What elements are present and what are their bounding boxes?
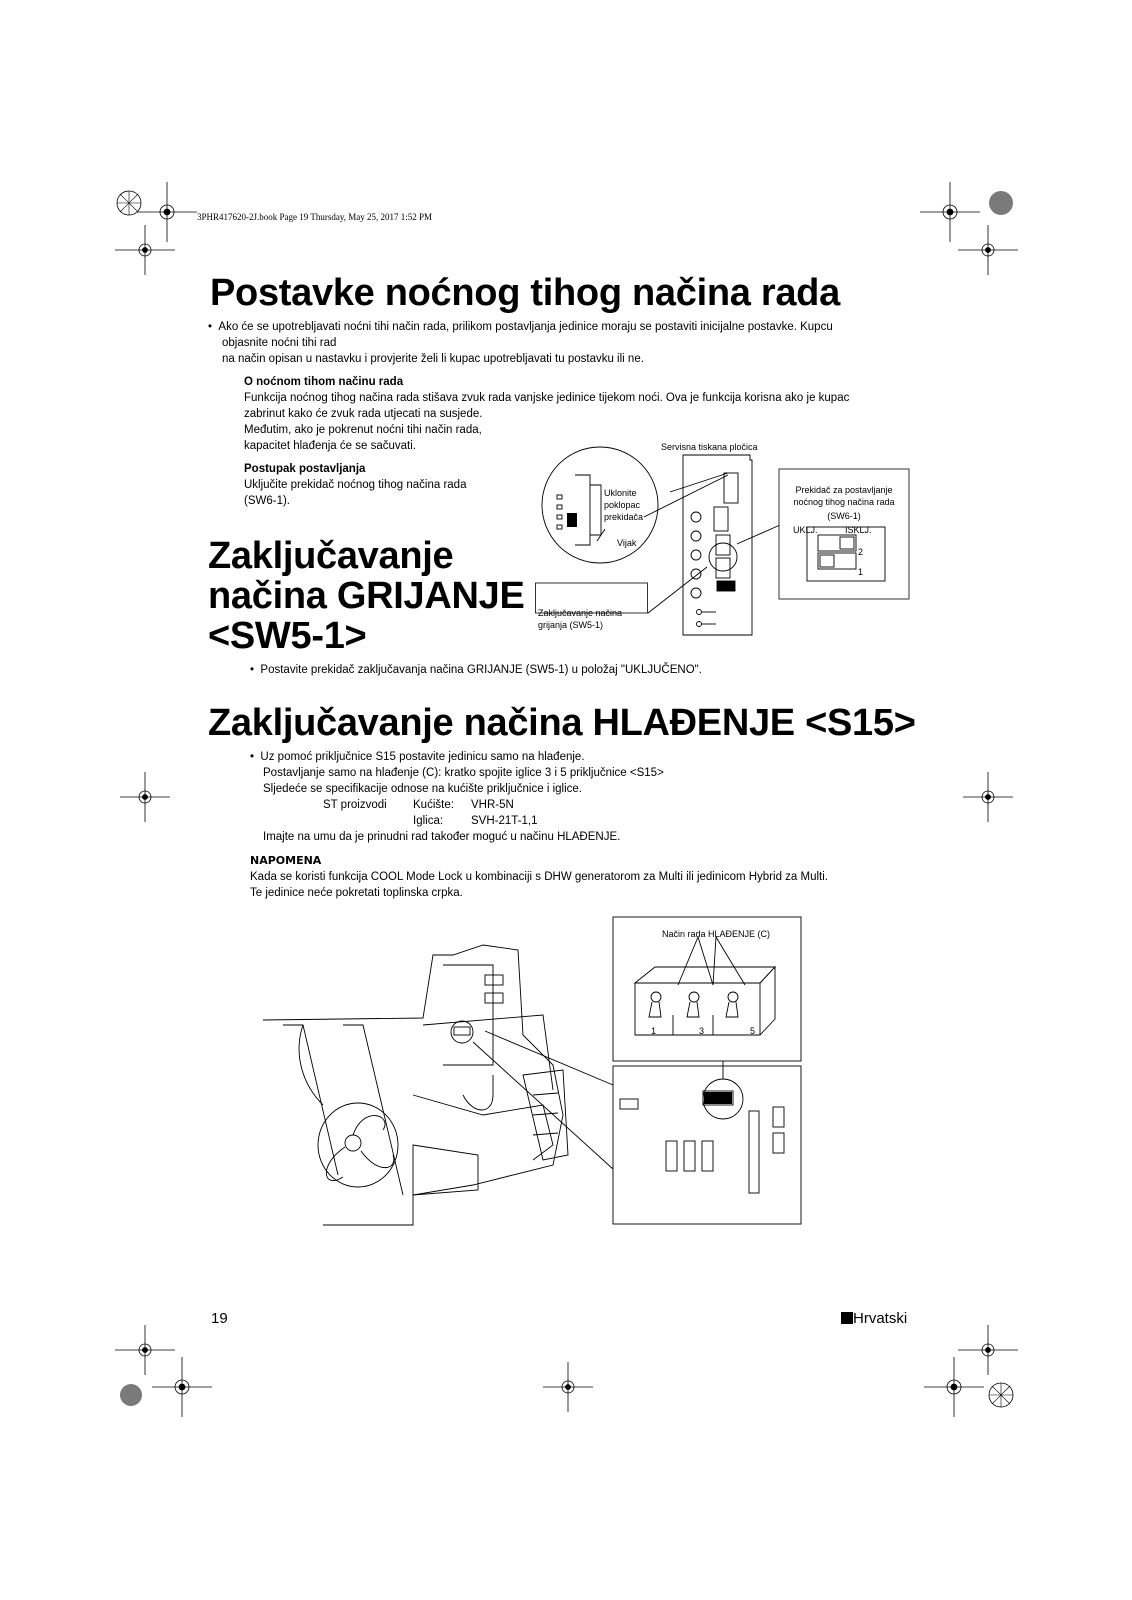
bullet-dot: • [250,664,261,676]
napomena-title: NAPOMENA [250,854,322,867]
section3-text: Uz pomoć priključnice S15 postavite jedinicu samo na hlađenje. [260,751,585,763]
remove-line: poklopac [604,500,641,510]
language-label [841,1310,907,1327]
spec-pin-value: SVH-21T-1,1 [471,815,538,827]
pin-label-1: 1 [651,1026,657,1036]
title-line: načina GRIJANJE [208,575,525,617]
screw-label: Vijak [617,538,637,548]
section3-note: Imajte na umu da je prinudni rad također moguć u načinu HLAĐENJE. [263,831,621,843]
switch-number-2: 2 [858,547,864,557]
spec-product: ST proizvodi [323,799,387,811]
spec-row-pin [250,813,890,829]
section3-text: Postavljanje samo na hlađenje (C): kratko spojite iglice 3 i 5 priključnice <S15> [263,767,664,779]
bullet-dot: • [208,321,219,333]
sub2-block [244,461,524,509]
bullet-line [208,319,908,335]
section-title-cool-lock: Zaključavanje načina HLAĐENJE <S15> [208,702,916,744]
pin-label-5: 5 [750,1026,756,1036]
sub2-title: Postupak postavljanja [244,463,366,475]
spec-housing-value: VHR-5N [471,799,514,811]
unit-diagram [263,915,803,1235]
on-label: UKLJ. [793,525,818,535]
section3-text: Sljedeće se specifikacije odnose na kućište priključnice i iglice. [263,783,582,795]
lock-line: grijanja (SW5-1) [538,620,604,630]
bullet-text-3: na način opisan u nastavku i provjerite želi li kupac upotrebljavati tu postavku ili ne. [222,353,644,365]
sub1-line: Međutim, ako je pokrenut noćni tihi način rada, [244,424,482,436]
sub1-line: Funkcija noćnog tihog načina rada stišava zvuk rada vanjske jedinice tijekom noći. Ova je funkcija korisna ako je kupac [244,392,850,404]
napomena-block [250,853,950,901]
section1-bullet [208,319,908,367]
remove-line: Uklonite [604,488,637,498]
section2-bullet-text: Postavite prekidač zaključavanja načina GRIJANJE (SW5-1) u položaj "UKLJUČENO". [260,664,702,676]
file-info-header: 3PHR417620-2J.book Page 19 Thursday, May 25, 2017 1:52 PM [197,212,433,222]
section3-line [250,749,890,765]
switch-label [779,484,909,522]
remove-line: prekidača [604,512,644,522]
off-label: ISKLJ. [845,525,872,535]
sub1-title: O noćnom tihom načinu rada [244,376,404,388]
sub2-line: Uključite prekidač noćnog tihog načina rada [244,479,467,491]
language-text: Hrvatski [853,1310,908,1327]
section-title-heat-lock [208,536,525,656]
spec-pin-label: Iglica: [413,815,444,827]
heat-lock-label [538,607,622,631]
section-title-night-quiet: Postavke noćnog tihog načina rada [210,272,840,314]
switch-line: Prekidač za postavljanje [795,485,893,495]
napomena-line: Kada se koristi funkcija COOL Mode Lock u kombinaciji s DHW generatorom za Multi ili jedinicom Hybrid za Multi. [250,871,828,883]
pin-label-3: 3 [699,1026,705,1036]
bullet-text-1: Ako će se upotrebljavati noćni tihi način rada, prilikom postavljanja jedinice moraju se postaviti inicijalne postavke. Kupcu [218,321,833,333]
remove-cover-label [604,487,643,523]
bullet-dot: • [250,751,261,763]
switch-line: (SW6-1) [827,511,861,521]
cool-mode-label: Način rada HLAĐENJE (C) [662,929,771,939]
square-icon [841,1312,853,1324]
switch-line: noćnog tihog načina rada [793,497,895,507]
sub1-line: kapacitet hlađenja će se sačuvati. [244,440,416,452]
bullet-text-2: objasnite noćni tihi rad [222,337,337,349]
pcb-label: Servisna tiskana pločica [661,442,758,452]
lock-line: Zaključavanje načina [538,608,623,618]
sub1-line: zabrinut kako će zvuk rada utjecati na susjede. [244,408,483,420]
title-line: Zaključavanje [208,535,454,577]
page-number: 19 [211,1310,228,1327]
section3-body [250,749,890,845]
title-line: <SW5-1> [208,615,367,657]
napomena-line: Te jedinice neće pokretati toplinska crpka. [250,887,463,899]
sub2-line: (SW6-1). [244,495,290,507]
switch-number-1: 1 [858,567,864,577]
section2-bullet [250,662,702,678]
spec-housing-label: Kućište: [413,799,454,811]
spec-row-housing [250,797,890,813]
